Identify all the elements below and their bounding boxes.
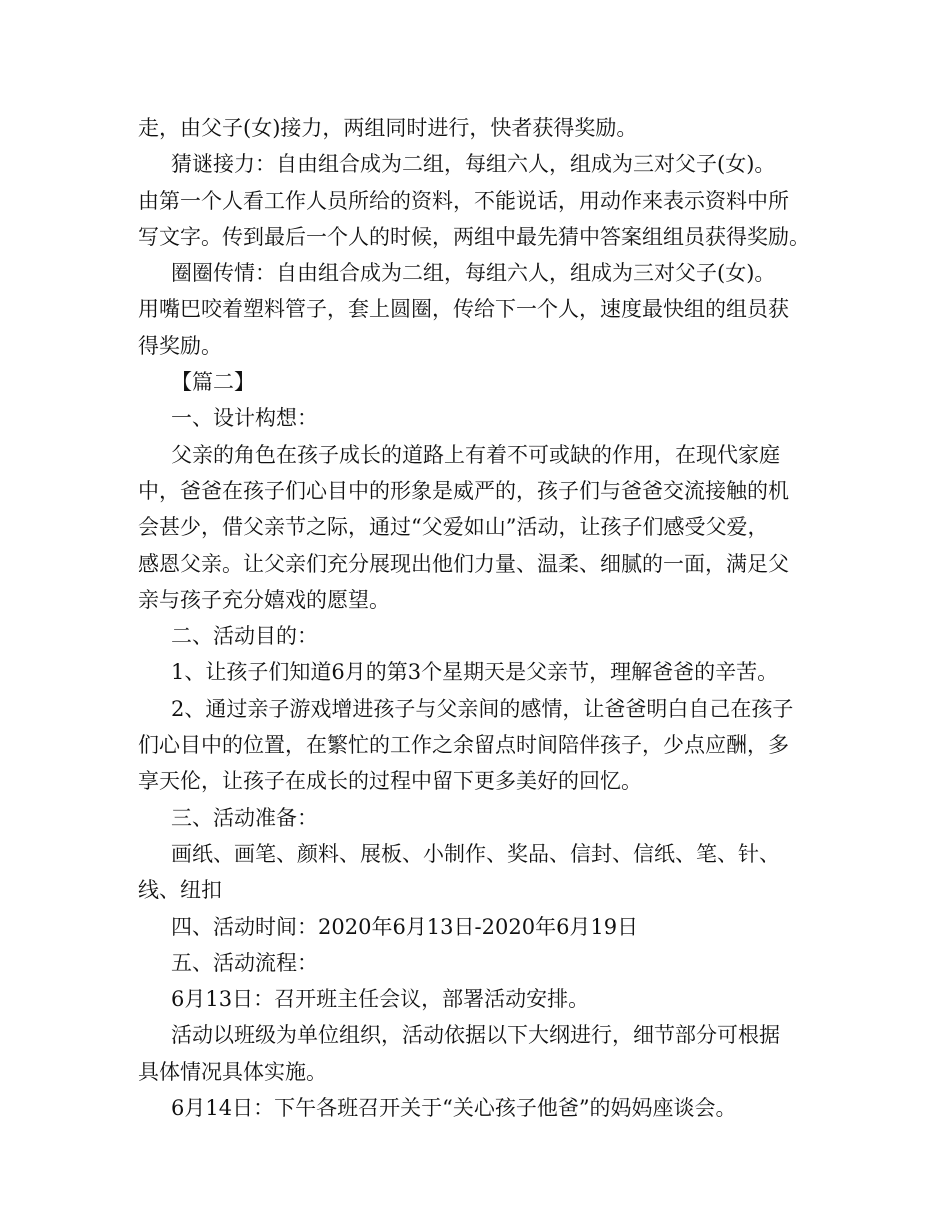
section-heading-part-two	[138, 364, 818, 400]
text-line: 画纸、画笔、颜料、展板、小制作、奖品、信封、信纸、笔、针、	[171, 841, 780, 866]
text-line: 圈圈传情：自由组合成为二组，每组六人，组成为三对父子(女)。	[171, 261, 776, 286]
text-line: 得奖励。	[138, 333, 222, 358]
text-line: 感恩父亲。让父亲们充分展现出他们力量、温柔、细腻的一面，满足父	[138, 551, 789, 576]
paragraph-ring-pass	[138, 255, 818, 364]
text-line: 二、活动目的：	[171, 624, 318, 649]
text-line: 亲与孩子充分嬉戏的愿望。	[138, 587, 390, 612]
text-line: 五、活动流程：	[171, 950, 318, 975]
text-line: 中，爸爸在孩子们心目中的形象是威严的，孩子们与爸爸交流接触的机	[138, 478, 789, 503]
heading-design-concept	[138, 400, 818, 436]
text-line: 一、设计构想：	[171, 406, 318, 431]
paragraph-guess-relay	[138, 146, 818, 255]
text-line: 用嘴巴咬着塑料管子，套上圆圈，传给下一个人，速度最快组的组员获	[138, 297, 789, 322]
heading-activity-preparation	[138, 800, 818, 836]
text-line: 父亲的角色在孩子成长的道路上有着不可或缺的作用，在现代家庭	[171, 442, 780, 467]
paragraph-june-14	[138, 1090, 818, 1126]
text-line: 2、通过亲子游戏增进孩子与父亲间的感情，让爸爸明白自己在孩子	[171, 696, 794, 721]
text-line: 1、让孩子们知道6月的第3个星期天是父亲节，理解爸爸的辛苦。	[171, 660, 779, 685]
paragraph-purpose-1	[138, 654, 818, 690]
text-line: 由第一个人看工作人员所给的资料，不能说话，用动作来表示资料中所	[138, 188, 789, 213]
text-line: 三、活动准备：	[171, 805, 318, 830]
paragraph-purpose-2	[138, 691, 818, 800]
heading-activity-flow	[138, 945, 818, 981]
paragraph-materials	[138, 836, 818, 909]
text-line: 具体情况具体实施。	[138, 1059, 327, 1084]
text-line: 猜谜接力：自由组合成为二组，每组六人，组成为三对父子(女)。	[171, 152, 776, 177]
paragraph	[138, 110, 818, 146]
text-line: 四、活动时间：2020年6月13日-2020年6月19日	[171, 914, 639, 939]
heading-activity-purpose	[138, 618, 818, 654]
paragraph-june-13	[138, 981, 818, 1017]
text-line: 们心目中的位置，在繁忙的工作之余留点时间陪伴孩子，少点应酬，多	[138, 733, 789, 758]
document-page	[138, 110, 818, 1126]
text-line: 活动以班级为单位组织，活动依据以下大纲进行，细节部分可根据	[171, 1023, 780, 1048]
text-line: 6月13日：召开班主任会议，部署活动安排。	[171, 987, 590, 1012]
text-line: 写文字。传到最后一个人的时候，两组中最先猜中答案组组员获得奖励。	[138, 224, 810, 249]
text-line: 会甚少，借父亲节之际，通过“父爱如山”活动，让孩子们感受父爱，	[138, 515, 769, 540]
paragraph-design-concept	[138, 437, 818, 618]
paragraph-organization	[138, 1017, 818, 1090]
text-line: 【篇二】	[171, 370, 255, 395]
heading-activity-time	[138, 909, 818, 945]
text-line: 6月14日：下午各班召开关于“关心孩子他爸”的妈妈座谈会。	[171, 1096, 737, 1121]
text-line: 线、纽扣	[138, 878, 222, 903]
text-line: 享天伦，让孩子在成长的过程中留下更多美好的回忆。	[138, 769, 642, 794]
text-line: 走，由父子(女)接力，两组同时进行，快者获得奖励。	[138, 116, 638, 140]
